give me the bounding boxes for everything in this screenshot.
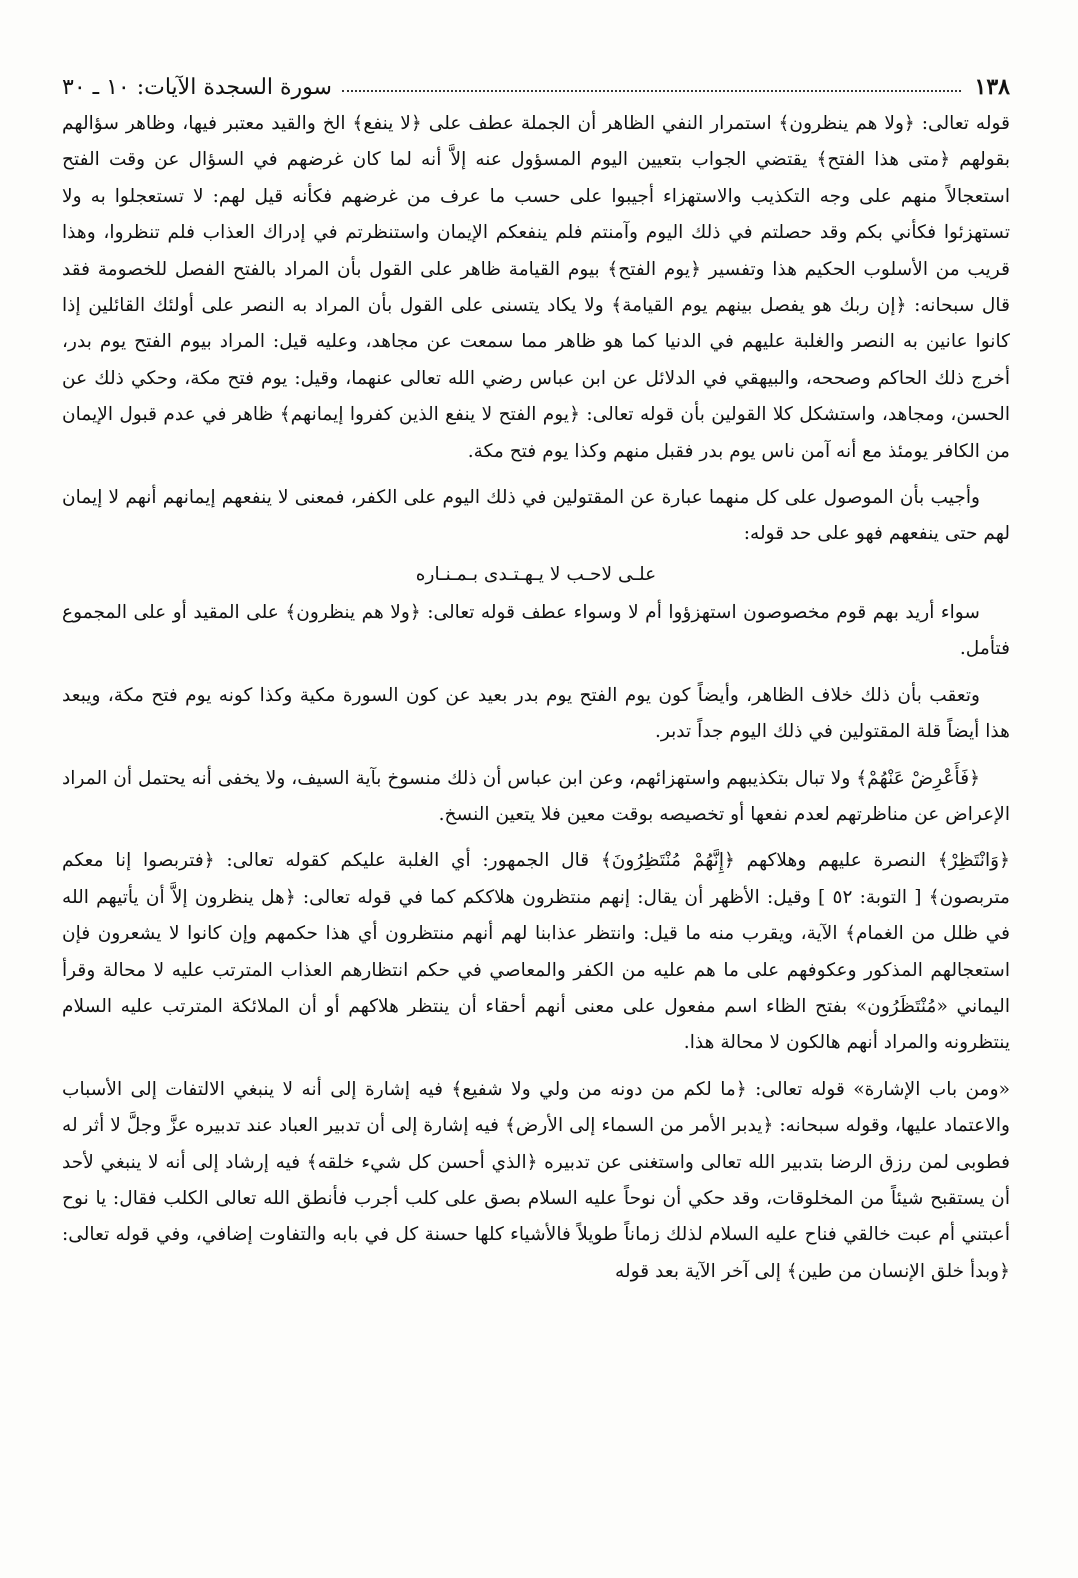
paragraph-6: ﴿وَانْتَظِرْ﴾ النصرة عليهم وهلاكهم ﴿إِنَّهُمْ مُنْتَظِرُونَ﴾ قال الجمهور: أي الغلبة عليكم كقوله تعالى: ﴿فتربصوا إنا معكم متربصون﴾ [ التوبة: ٥٢ ] وقيل: الأظهر أن يقال: إنهم منتظرون هلاككم كما في قوله تعالى: ﴿هل ينظرون إلاَّ أن يأتيهم الله في ظلل من الغمام﴾ الآية، ويقرب منه ما قيل: وانتظر عذابنا لهم أنهم منتظرون أي هذا حكمهم وإن كانوا لا يشعرون فإن استعجالهم المذكور وعكوفهم على ما هم عليه من الكفر والمعاصي في حكم انتظارهم العذاب المترتب عليه لا محالة وقرأ اليماني «مُنْتَظَرُون» بفتح الظاء اسم مفعول على معنى أنهم أحقاء أن ينتظر هلاكهم أو أن الملائكة المترتب عليه السلام ينتظرونه والمراد أنهم هالكون لا محالة هذا. bbox=[62, 850, 1010, 1054]
paragraph-4: وتعقب بأن ذلك خلاف الظاهر، وأيضاً كون يوم الفتح يوم بدر بعيد عن كون السورة مكية وكذا كونه يوم فتح مكة، ويبعد هذا أيضاً قلة المقتولين في ذلك اليوم جداً تدبر. bbox=[62, 684, 1010, 743]
paragraph-2: وأجيب بأن الموصول على كل منهما عبارة عن المقتولين في ذلك اليوم على الكفر، فمعنى لا ينفعهم إيمانهم أنهم لا إيمان لهم حتى ينفعهم فهو على حد قوله: bbox=[62, 487, 1010, 545]
page-number: ١٣٨ bbox=[974, 74, 1010, 100]
poem-verse: علـى لاحـب لا يـهـتـدى بـمـنـاره bbox=[415, 563, 657, 585]
paragraph-5: ﴿فَأَعْرِضْ عَنْهُمْ﴾ ولا تبال بتكذيبهم واستهزائهم، وعن ابن عباس أن ذلك منسوخ بآية السيف، ولا يخفى أنه يحتمل أن المراد الإعراض عن مناظرتهم لعدم نفعها أو تخصيصه بوقت معين فلا يتعين النسخ. bbox=[62, 767, 1010, 825]
paragraph-7: «ومن باب الإشارة» قوله تعالى: ﴿ما لكم من دونه من ولي ولا شفيع﴾ فيه إشارة إلى أنه لا ينبغي الالتفات إلى الأسباب والاعتماد عليها، وقوله سبحانه: ﴿يدبر الأمر من السماء إلى الأرض﴾ فيه إشارة إلى أن تدبير العباد عند تدبيره عزَّ وجلَّ لا أثر له فطوبى لمن رزق الرضا بتدبير الله تعالى واستغنى عن تدبيره ﴿الذي أحسن كل شيء خلقه﴾ فيه إرشاد إلى أنه لا ينبغي لأحد أن يستقبح شيئاً من المخلوقات، وقد حكي أن نوحاً عليه السلام بصق على كلب أجرب فأنطق الله تعالى الكلب فقال: يا نوح أعبتني أم عبت خالقي فناح عليه السلام لذلك زماناً طويلاً فالأشياء كلها حسنة كل في بابه والتفاوت إضافي، وفي قوله تعالى: ﴿وبدأ خلق الإنسان من طين﴾ إلى آخر الآية بعد قوله bbox=[62, 1078, 1010, 1282]
paragraph-3: سواء أريد بهم قوم مخصوصون استهزؤوا أم لا وسواء عطف قوله تعالى: ﴿ولا هم ينظرون﴾ على المقيد أو على المجموع فتأمل. bbox=[62, 601, 1010, 660]
surah-title: سورة السجدة الآيات: ١٠ ـ ٣٠ bbox=[62, 75, 332, 100]
paragraph-1: قوله تعالى: ﴿ولا هم ينظرون﴾ استمرار النفي الظاهر أن الجملة عطف على ﴿لا ينفع﴾ الخ والقيد معتبر فيها، وظاهر سؤالهم بقولهم ﴿متى هذا الفتح﴾ يقتضي الجواب بتعيين اليوم المسؤول عنه إلاَّ أنه لما كان غرضهم في السؤال عن وقت الفتح استعجالاً منهم على وجه التكذيب والاستهزاء أجيبوا على حسب ما عرف من غرضهم فكأنه قيل لهم: لا تستعجلوا به ولا تستهزئوا فكأني بكم وقد حصلتم في ذلك اليوم وآمنتم فلم ينفعكم الإيمان واستنظرتم في إدراك العذاب فلم تنظروا، وهذا قريب من الأسلوب الحكيم هذا وتفسير ﴿يوم الفتح﴾ بيوم القيامة ظاهر على القول بأن المراد بالفتح الفصل للخصومة فقد قال سبحانه: ﴿إن ربك هو يفصل بينهم يوم القيامة﴾ ولا يكاد يتسنى على القول بأن المراد به النصر على أولئك القائلين إذا كانوا عانين به النصر والغلبة عليهم في الدنيا كما هو ظاهر مما سمعت عن مجاهد، وعليه قيل: المراد بيوم الفتح يوم بدر، أخرج ذلك الحاكم وصححه، والبيهقي في الدلائل عن ابن عباس رضي الله تعالى عنهما، وقيل: يوم فتح مكة، وحكي ذلك عن الحسن، ومجاهد، واستشكل كلا القولين بأن قوله تعالى: ﴿يوم الفتح لا ينفع الذين كفروا إيمانهم﴾ ظاهر في عدم قبول الإيمان من الكافر يومئذ مع أنه آمن ناس يوم بدر فقبل منهم وكذا يوم فتح مكة. bbox=[62, 113, 1010, 462]
running-header bbox=[62, 64, 1010, 100]
page bbox=[62, 64, 1010, 1290]
header-dot-leader bbox=[342, 90, 961, 92]
